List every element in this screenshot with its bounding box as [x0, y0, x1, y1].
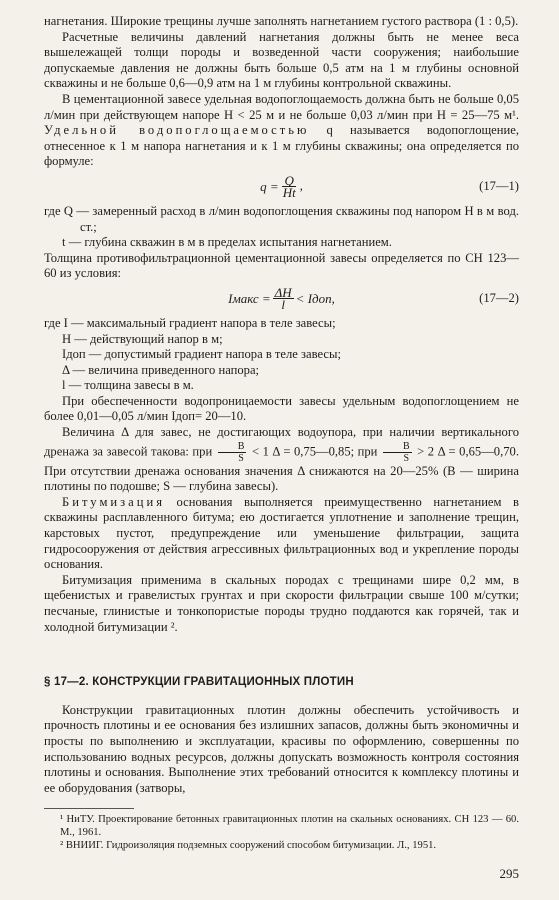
delta-text-c: > 2 Δ = 0,65—0,70. При отсутствии дренажа основания значения Δ снижаются на 20—25% (B — ширина плотины по подошве; S — глубина завесы). — [44, 444, 519, 494]
delta-fraction-1 — [218, 441, 247, 464]
formula1-fraction — [281, 173, 298, 201]
paragraph-absorption — [44, 92, 519, 170]
delta-fraction-1-den: S — [238, 452, 244, 464]
delta-fraction-2 — [383, 441, 412, 464]
definition-delta: Δ — величина приведенного напора; — [62, 362, 260, 377]
paragraph-permeability: При обеспеченности водопроницаемости завесы удельным водопоглощением не более 0,01—0,05 л/мин Iдоп= 20—10. — [44, 393, 519, 424]
absorption-text-a: В цементационной завесе удельная водопоглощаемость должна быть не больше 0,05 л/мин при действующем напоре H < 25 м и не больше 0,03 л/мин при H = 25—75 м¹. — [44, 91, 519, 122]
paragraph-bitumen — [44, 495, 519, 573]
page-number: 295 — [499, 866, 519, 882]
formula2-denominator: l — [281, 297, 285, 313]
definition-h: H — действующий напор в м; — [62, 331, 223, 346]
definition-i: где I — максимальный градиент напора в теле завесы; — [44, 315, 336, 330]
formula1-numerator: Q — [284, 173, 294, 189]
formula-17-1 — [44, 170, 519, 204]
formula2-rhs: < Iдоп, — [295, 291, 335, 307]
paragraph-delta — [44, 425, 519, 495]
bitumen-text: основания выполняется преимущественно нагнетанием в скважины расплавленного битума; ею достигается уплотнение и заполнение трещин, карстовых пустот, предупреждение или уменьшение фильтрации, защита гидросооружения от действия агрессивных фильтрационных вод и укрепление породы основания. — [44, 494, 519, 572]
paragraph-gravity-dams: Конструкции гравитационных плотин должны обеспечить устойчивость и прочность плотины и ее основания без излишних запасов, должны быть экономичны и просты по выполнению и эксплуатации, красивы по оформлению, совершенны по использованию водных ресурсов, должны допускать возможность контроля состояния плотины и основания. Выполнение этих требований относится к комплексу плотины и ее оборудования (затворы, — [44, 702, 519, 795]
formula2-number: (17—2) — [479, 291, 519, 306]
definition-l: l — толщина завесы в м. — [62, 378, 194, 393]
delta-text-b: < 1 Δ = 0,75—0,85; при — [251, 444, 378, 459]
delta-fraction-2-num: B — [383, 441, 412, 453]
formula2-fraction — [273, 285, 294, 313]
definition-idop: Iдоп — допустимый градиент напора в теле завесы; — [62, 347, 341, 362]
footnote-1: ¹ НиТУ. Проектирование бетонных гравитационных плотин на скальных основаниях. СН 123 — 60. М., 1961. — [60, 814, 519, 839]
formula1-denominator: Ht — [282, 185, 296, 201]
delta-fraction-1-num: B — [218, 441, 247, 453]
formula2-lhs: Iмакс = — [228, 291, 271, 307]
footnote-divider — [44, 808, 134, 809]
delta-text-a: Величина Δ для завес, не достигающих водоупора, при наличии вертикального дренажа за завесой такова: при — [44, 425, 519, 459]
paragraph-grout: нагнетания. Широкие трещины лучше заполнять нагнетанием густого раствора (1 : 0,5). — [44, 14, 519, 28]
footnote-2: ² ВНИИГ. Гидроизоляция подземных сооружений способом битумизации. Л., 1951. — [60, 840, 437, 852]
definition-t: t — глубина скважин в м в пределах испытания нагнетанием. — [62, 235, 392, 250]
formula-17-2 — [44, 282, 519, 316]
delta-fraction-2-den: S — [403, 452, 410, 464]
formula1-lhs: q = — [260, 179, 279, 195]
section-heading: § 17—2. КОНСТРУКЦИИ ГРАВИТАЦИОННЫХ ПЛОТИН — [44, 676, 354, 689]
absorption-text-c: q называется водопоглощение, отнесенное к 1 м напора нагнетания и к 1 м глубины скважины; она определяется по формуле: — [44, 123, 519, 169]
paragraph-bitumen-application: Битумизация применима в скальных породах с трещинами шире 0,2 мм, в щебенистых и гравелистых грунтах и при скорости фильтрации свыше 100 м/сутки; песчаные, глинистые и тонкопористые породы трудно поддаются как горячей, так и холодной битумизации ². — [44, 572, 519, 634]
formula1-number: (17—1) — [479, 179, 519, 194]
formula1-tail: , — [299, 179, 303, 194]
absorption-term: Удельной водопоглощаемостью — [44, 123, 310, 138]
paragraph-pressure: Расчетные величины давлений нагнетания должны быть не менее веса вышележащей толщи породы и возведенной части сооружения; наибольшие допускаемые давления не должны быть больше 0,5 атм на 1 м глубины основной скважины и не больше 0,6—0,9 атм на 1 м глубины контрольной скважины. — [44, 29, 519, 91]
bitumen-term: Битумизация — [62, 494, 165, 509]
formula2-numerator: ΔH — [274, 285, 292, 301]
definition-q: где Q — замеренный расход в л/мин водопоглощения скважины под напором H в м вод. ст.; — [44, 203, 519, 234]
paragraph-thickness: Толщина противофильтрационной цементационной завесы определяется по СН 123—60 из условия: — [44, 250, 519, 281]
